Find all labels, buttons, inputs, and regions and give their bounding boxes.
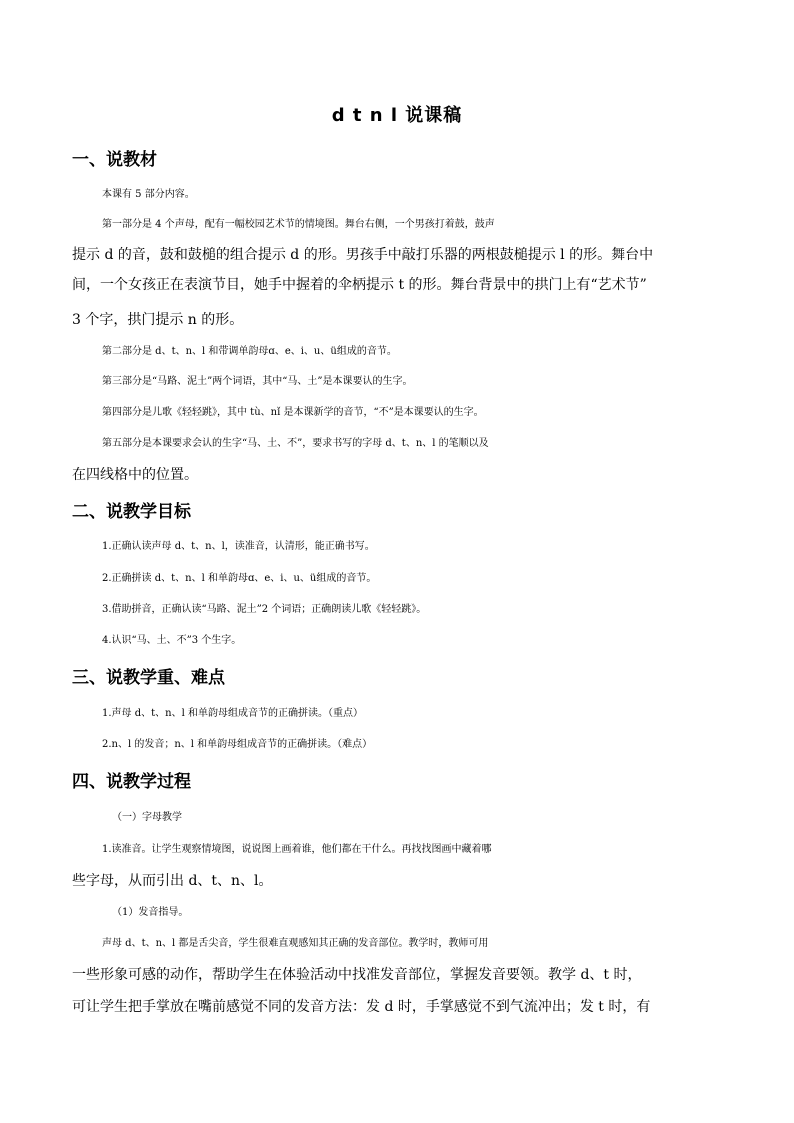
paragraph: 第二部分是 d、t、n、l 和带调单韵母ɑ、e、i、u、ü组成的音节。: [102, 346, 397, 357]
paragraph-continued: 在四线格中的位置。: [72, 467, 198, 483]
paragraph-continued: 3 个字，拱门提示 n 的形。: [72, 312, 244, 328]
section-heading: 一、说教材: [72, 150, 157, 170]
paragraph: 第四部分是儿歌《轻轻跳》，其中 tù、nǐ 是本课新学的音节，“不”是本课要认的生字。: [102, 407, 484, 418]
paragraph-continued: 一些形象可感的动作，帮助学生在体验活动中找准发音部位，掌握发音要领。教学 d、t 时，: [72, 967, 642, 983]
paragraph: 声母 d、t、n、l 都是舌尖音，学生很难直观感知其正确的发音部位。教学时，教师可用: [102, 938, 489, 949]
paragraph-continued: 些字母，从而引出 d、t、n、l。: [72, 873, 273, 889]
paragraph-continued: 可让学生把手掌放在嘴前感觉不同的发音方法：发 d 时，手掌感觉不到气流冲出；发 t 时，有: [72, 999, 651, 1015]
section-heading: 四、说教学过程: [72, 772, 191, 792]
paragraph: 1.读准音。让学生观察情境图，说说图上画着谁，他们都在干什么。再找找图画中藏着哪: [102, 844, 492, 855]
list-item: 1.正确认读声母 d、t、n、l，读准音，认清形，能正确书写。: [102, 541, 375, 552]
section-heading: 二、说教学目标: [72, 502, 191, 522]
list-item: 2.n、l 的发音；n、l 和单韵母组成音节的正确拼读。（难点）: [102, 739, 373, 750]
subheading: （1）发音指导。: [112, 907, 189, 918]
document-title: d t n l 说课稿: [331, 105, 463, 126]
list-item: 2.正确拼读 d、t、n、l 和单韵母ɑ、e、i、u、ü组成的音节。: [102, 573, 377, 584]
paragraph: 第五部分是本课要求会认的生字“马、土、不”，要求书写的字母 d、t、n、l 的笔顺以及: [102, 438, 489, 449]
paragraph: 第三部分是“马路、泥土”两个词语，其中“马、土”是本课要认的生字。: [102, 376, 413, 387]
list-item: 4.认识“马、土、不”3 个生字。: [102, 635, 242, 646]
paragraph-continued: 间，一个女孩正在表演节目，她手中握着的伞柄提示 t 的形。舞台背景中的拱门上有“艺术节”: [72, 277, 647, 293]
subheading: （一）字母教学: [112, 812, 182, 823]
paragraph-continued: 提示 d 的音，鼓和鼓槌的组合提示 d 的形。男孩手中敲打乐器的两根鼓槌提示 l 的形。舞台中: [72, 247, 654, 263]
list-item: 1.声母 d、t、n、l 和单韵母组成音节的正确拼读。（重点）: [102, 708, 363, 719]
list-item: 3.借助拼音，正确认读“马路、泥土”2 个词语；正确朗读儿歌《轻轻跳》。: [102, 604, 427, 615]
paragraph: 第一部分是 4 个声母，配有一幅校园艺术节的情境图。舞台右侧，一个男孩打着鼓，鼓声: [102, 219, 495, 230]
paragraph: 本课有 5 部分内容。: [102, 189, 195, 200]
section-heading: 三、说教学重、难点: [72, 668, 225, 688]
